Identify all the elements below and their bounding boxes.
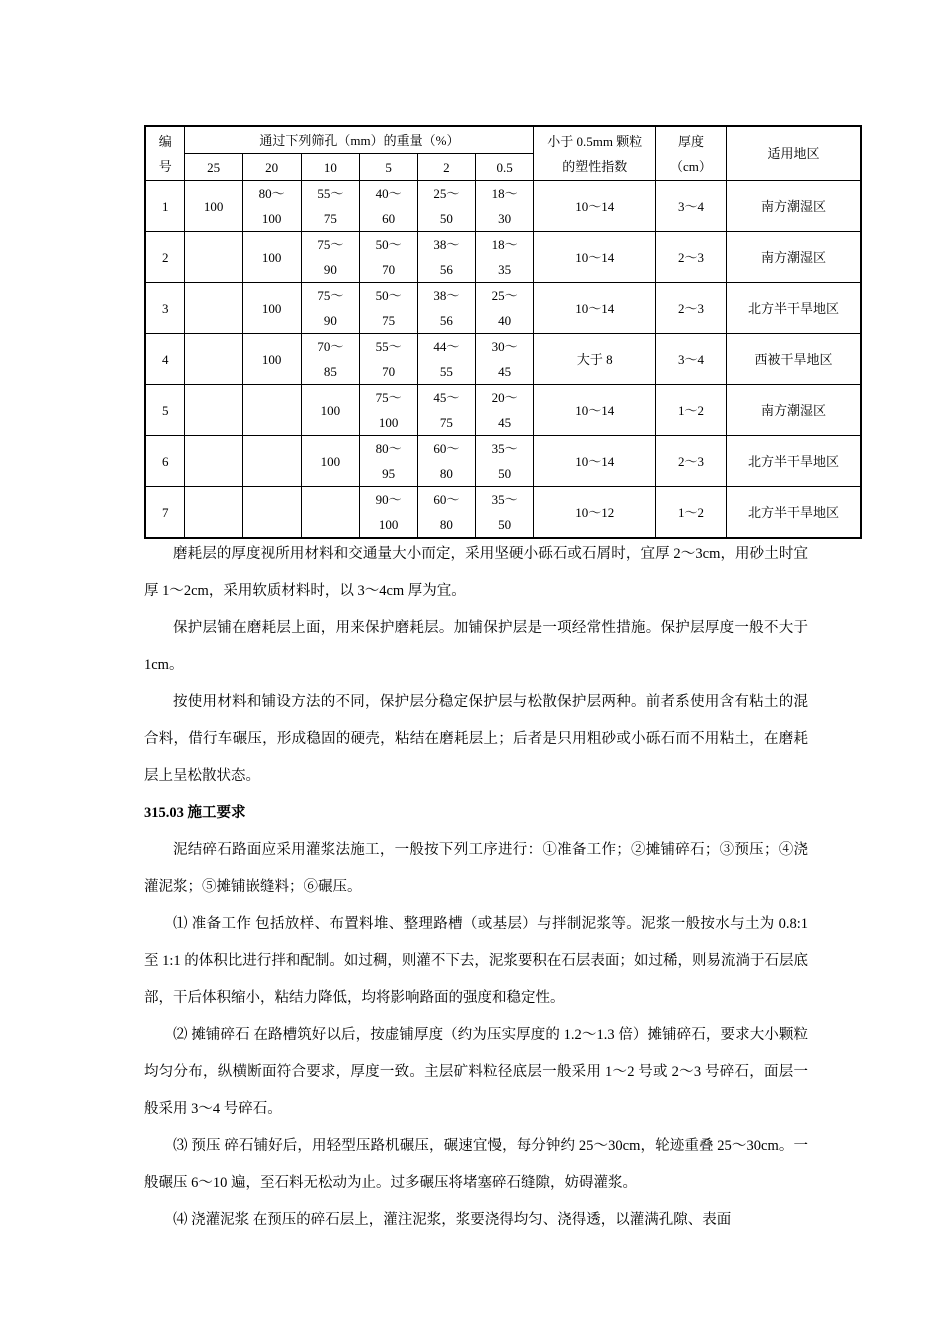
cell-plasticity: 10～14 xyxy=(534,283,656,334)
cell-no: 6 xyxy=(145,436,185,487)
cell-25 xyxy=(185,232,242,283)
table-row xyxy=(145,232,861,283)
cell-20: 100 xyxy=(242,283,301,334)
cell-no: 1 xyxy=(145,181,185,232)
cell-2: 60～80 xyxy=(418,436,476,487)
cell-no: 5 xyxy=(145,385,185,436)
cell-thickness: 2～3 xyxy=(656,283,727,334)
cell-2: 25～50 xyxy=(418,181,476,232)
cell-no: 2 xyxy=(145,232,185,283)
cell-20 xyxy=(242,436,301,487)
cell-region: 北方半干旱地区 xyxy=(726,283,861,334)
body-text xyxy=(144,536,808,1239)
cell-thickness: 1～2 xyxy=(656,487,727,539)
cell-5: 50～70 xyxy=(360,232,418,283)
header-sieve: 10 xyxy=(301,154,360,181)
cell-10: 100 xyxy=(301,385,360,436)
header-no: 编号 xyxy=(145,126,185,181)
cell-5: 75～100 xyxy=(360,385,418,436)
cell-thickness: 3～4 xyxy=(656,181,727,232)
header-sieve: 2 xyxy=(418,154,476,181)
header-plasticity: 小于 0.5mm 颗粒的塑性指数 xyxy=(534,126,656,181)
cell-20 xyxy=(242,487,301,539)
paragraph: ⑴ 准备工作 包括放样、布置料堆、整理路槽（或基层）与拌制泥浆等。泥浆一般按水与土为 0.8:1 至 1:1 的体积比进行拌和配制。如过稠，则灌不下去，泥浆要积在石层表面；如过稀，则易流淌于石层底部，干后体积缩小，粘结力降低，均将影响路面的强度和稳定性。 xyxy=(144,916,808,1006)
table-row xyxy=(145,181,861,232)
cell-10 xyxy=(301,487,360,539)
table-row xyxy=(145,487,861,539)
cell-05: 35～50 xyxy=(475,436,534,487)
cell-25: 100 xyxy=(185,181,242,232)
cell-region: 北方半干旱地区 xyxy=(726,436,861,487)
cell-05: 35～50 xyxy=(475,487,534,539)
cell-10: 100 xyxy=(301,436,360,487)
header-sieve: 0.5 xyxy=(475,154,534,181)
cell-region: 南方潮湿区 xyxy=(726,385,861,436)
cell-25 xyxy=(185,487,242,539)
cell-region: 北方半干旱地区 xyxy=(726,487,861,539)
paragraph: 泥结碎石路面应采用灌浆法施工，一般按下列工序进行：①准备工作；②摊铺碎石；③预压；④浇灌泥浆；⑤摊铺嵌缝料；⑥碾压。 xyxy=(144,842,808,895)
cell-05: 18～30 xyxy=(475,181,534,232)
cell-thickness: 3～4 xyxy=(656,334,727,385)
cell-2: 44～55 xyxy=(418,334,476,385)
cell-10: 55～75 xyxy=(301,181,360,232)
cell-thickness: 1～2 xyxy=(656,385,727,436)
cell-20: 80～100 xyxy=(242,181,301,232)
cell-10: 70～85 xyxy=(301,334,360,385)
cell-plasticity: 大于 8 xyxy=(534,334,656,385)
cell-25 xyxy=(185,385,242,436)
table-row xyxy=(145,436,861,487)
cell-5: 90～100 xyxy=(360,487,418,539)
cell-plasticity: 10～14 xyxy=(534,385,656,436)
cell-region: 南方潮湿区 xyxy=(726,181,861,232)
cell-region: 南方潮湿区 xyxy=(726,232,861,283)
header-sieve: 25 xyxy=(185,154,242,181)
cell-2: 38～56 xyxy=(418,232,476,283)
cell-20: 100 xyxy=(242,334,301,385)
paragraph: ⑵ 摊铺碎石 在路槽筑好以后，按虚铺厚度（约为压实厚度的 1.2～1.3 倍）摊铺碎石，要求大小颗粒均匀分布，纵横断面符合要求，厚度一致。主层矿料粒径底层一般采用 1～2 号或 2～3 号碎石，面层一般采用 3～4 号碎石。 xyxy=(144,1027,808,1117)
cell-25 xyxy=(185,334,242,385)
cell-plasticity: 10～14 xyxy=(534,436,656,487)
cell-20 xyxy=(242,385,301,436)
cell-5: 40～60 xyxy=(360,181,418,232)
header-sieve: 5 xyxy=(360,154,418,181)
paragraph: 保护层铺在磨耗层上面，用来保护磨耗层。加铺保护层是一项经常性措施。保护层厚度一般不大于 1cm。 xyxy=(144,620,808,673)
cell-plasticity: 10～14 xyxy=(534,181,656,232)
cell-05: 25～40 xyxy=(475,283,534,334)
cell-2: 38～56 xyxy=(418,283,476,334)
table-row xyxy=(145,334,861,385)
cell-10: 75～90 xyxy=(301,283,360,334)
cell-05: 18～35 xyxy=(475,232,534,283)
cell-no: 3 xyxy=(145,283,185,334)
cell-2: 45～75 xyxy=(418,385,476,436)
cell-10: 75～90 xyxy=(301,232,360,283)
cell-5: 80～95 xyxy=(360,436,418,487)
cell-plasticity: 10～12 xyxy=(534,487,656,539)
table-row xyxy=(145,283,861,334)
gradation-table xyxy=(144,125,862,539)
paragraph: 磨耗层的厚度视所用材料和交通量大小而定，采用坚硬小砾石或石屑时，宜厚 2～3cm，用砂土时宜厚 1～2cm，采用软质材料时，以 3～4cm 厚为宜。 xyxy=(144,546,808,599)
cell-plasticity: 10～14 xyxy=(534,232,656,283)
cell-05: 20～45 xyxy=(475,385,534,436)
header-sieve: 20 xyxy=(242,154,301,181)
paragraph: 按使用材料和铺设方法的不同，保护层分稳定保护层与松散保护层两种。前者系使用含有粘土的混合料，借行车碾压，形成稳固的硬壳，粘结在磨耗层上；后者是只用粗砂或小砾石而不用粘土，在磨耗层上呈松散状态。 xyxy=(144,694,808,784)
cell-5: 55～70 xyxy=(360,334,418,385)
cell-no: 4 xyxy=(145,334,185,385)
table-row xyxy=(145,385,861,436)
cell-05: 30～45 xyxy=(475,334,534,385)
cell-thickness: 2～3 xyxy=(656,232,727,283)
cell-25 xyxy=(185,436,242,487)
header-pass: 通过下列筛孔（mm）的重量（%） xyxy=(185,126,534,154)
cell-no: 7 xyxy=(145,487,185,539)
paragraph: ⑶ 预压 碎石铺好后，用轻型压路机碾压，碾速宜慢，每分钟约 25～30cm，轮迹重叠 25～30cm。一般碾压 6～10 遍，至石料无松动为止。过多碾压将堵塞碎石缝隙，妨碍灌浆。 xyxy=(144,1138,808,1191)
cell-2: 60～80 xyxy=(418,487,476,539)
cell-5: 50～75 xyxy=(360,283,418,334)
cell-25 xyxy=(185,283,242,334)
paragraph: ⑷ 浇灌泥浆 在预压的碎石层上，灌注泥浆，浆要浇得均匀、浇得透，以灌满孔隙、表面 xyxy=(173,1212,732,1228)
cell-thickness: 2～3 xyxy=(656,436,727,487)
cell-region: 西被干旱地区 xyxy=(726,334,861,385)
header-region: 适用地区 xyxy=(726,126,861,181)
section-heading: 315.03 施工要求 xyxy=(144,805,246,821)
cell-20: 100 xyxy=(242,232,301,283)
header-thickness: 厚度（cm） xyxy=(656,126,727,181)
